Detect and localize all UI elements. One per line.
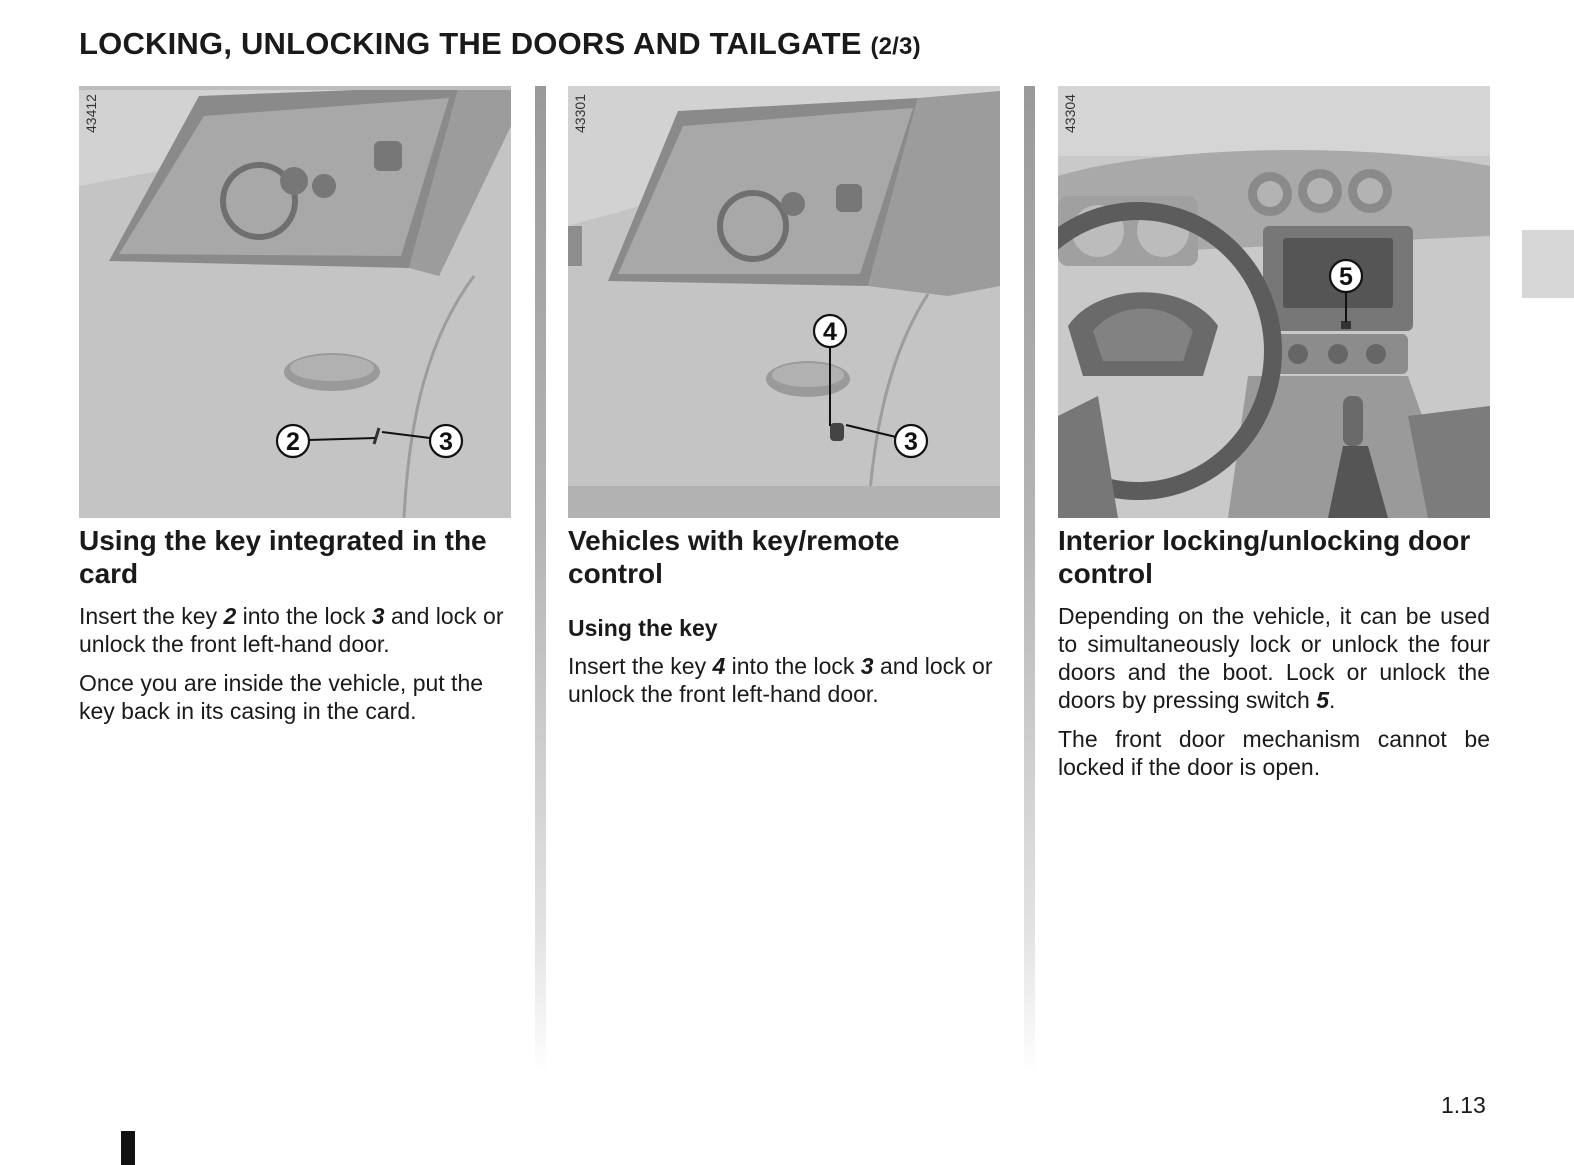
figure-reference: 43304 (1062, 94, 1078, 133)
text-run: and lock or unlock the front left-hand door. (79, 603, 504, 657)
page-title (79, 26, 921, 62)
section-heading: Using the key integrated in the card (79, 525, 487, 589)
column-divider (1024, 86, 1035, 1076)
paragraph: Once you are inside the vehicle, put the key back in its casing in the card. (79, 670, 484, 724)
text-run: and lock or unlock the front left-hand door. (568, 653, 993, 707)
paragraph: The front door mechanism cannot be locked if the door is open. (1058, 726, 1490, 780)
section-tab (1522, 230, 1574, 298)
switch-ref: 5 (1316, 687, 1330, 713)
text-run: Insert the key (79, 603, 224, 629)
section-heading: Vehicles with key/remote control (568, 525, 900, 589)
section-heading: Interior locking/unlocking door control (1058, 525, 1471, 589)
text-run: Depending on the vehicle, it can be used to simultaneously lock or unlock the four doors and the boot. Lock or unlock the doors by pressing switch (1058, 603, 1490, 713)
lock-ref: 3 (371, 603, 385, 629)
column-card-key (79, 524, 511, 736)
key-ref: 2 (223, 603, 237, 629)
paragraph (79, 602, 511, 658)
sub-heading: Using the key (568, 615, 718, 641)
column-divider (535, 86, 546, 1076)
figure-door-remote-key (568, 86, 1000, 518)
callout-4-label: 4 (823, 318, 837, 346)
callout-2-label: 2 (286, 428, 300, 456)
paragraph (568, 652, 1000, 708)
key-ref: 4 (712, 653, 726, 679)
lock-ref: 3 (860, 653, 874, 679)
figure-dashboard-switch (1058, 86, 1490, 518)
paragraph (1058, 602, 1490, 714)
page-title-part: (2/3) (870, 33, 921, 60)
figure-door-card-key (79, 86, 511, 518)
column-interior-control (1058, 524, 1490, 792)
text-run: . (1329, 687, 1336, 713)
figure-reference: 43301 (572, 94, 588, 133)
section-marker (121, 1131, 135, 1165)
page-number: 1.13 (1441, 1092, 1486, 1118)
figure-reference: 43412 (83, 94, 99, 133)
column-remote-key (568, 524, 1000, 719)
callout-5-label: 5 (1339, 263, 1353, 291)
page-title-text: LOCKING, UNLOCKING THE DOORS AND TAILGATE (79, 26, 862, 61)
text-run: into the lock (725, 653, 861, 679)
callout-3-label: 3 (904, 428, 918, 456)
callout-3-label: 3 (439, 428, 453, 456)
text-run: into the lock (236, 603, 372, 629)
text-run: Insert the key (568, 653, 713, 679)
